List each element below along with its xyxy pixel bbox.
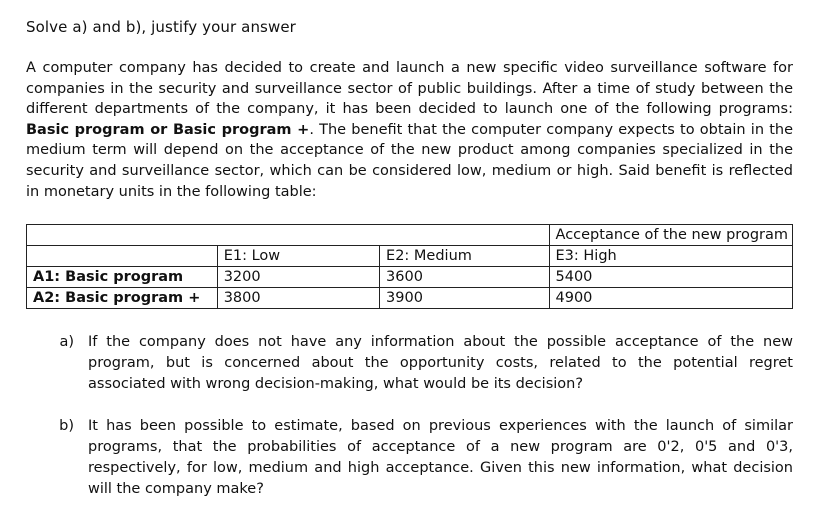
column-header-low: E1: Low bbox=[217, 246, 379, 267]
page-heading: Solve a) and b), justify your answer bbox=[26, 18, 296, 36]
row-label-a1: A1: Basic program bbox=[27, 267, 218, 288]
row-label-a2: A2: Basic program + bbox=[27, 288, 218, 309]
table-cell: 4900 bbox=[549, 288, 793, 309]
payoff-table bbox=[26, 224, 793, 309]
table-cell: 3200 bbox=[217, 267, 379, 288]
question-b bbox=[26, 416, 793, 500]
table-cell: 3600 bbox=[380, 267, 549, 288]
question-marker: a) bbox=[59, 334, 74, 350]
question-text: It has been possible to estimate, based on previous experiences with the launch of similar programs, that the probabilities of acceptance of a new program are 0'2, 0'5 and 0'3, respectively, for low, medium and high acceptance. Given this new information, what decision will the company make? bbox=[88, 418, 793, 497]
problem-statement bbox=[26, 58, 793, 202]
table-cell: 3900 bbox=[380, 288, 549, 309]
column-header-high: E3: High bbox=[549, 246, 793, 267]
table-column-header-row bbox=[27, 246, 793, 267]
table-row bbox=[27, 267, 793, 288]
column-header-medium: E2: Medium bbox=[380, 246, 549, 267]
question-marker: b) bbox=[59, 418, 74, 434]
program-name-2: Basic program + bbox=[172, 121, 310, 138]
acceptance-header: Acceptance of the new program bbox=[549, 225, 793, 246]
table-blank-cell bbox=[27, 225, 550, 246]
question-list bbox=[26, 332, 793, 500]
intro-text-2: . The benefit that the computer company expects to obtain in the medium term will depend on the acceptance of the new product among companies specialized in the security and surveillance sector, which can be considered low, medium or high. Said benefit is reflected in monetary units in the following table: bbox=[26, 121, 794, 200]
intro-text-1: A computer company has decided to create and launch a new specific video surveillance software for companies in the security and surveillance sector of public buildings. After a time of study between the different departments of the company, it has been decided to launch one of the following programs: bbox=[26, 60, 793, 118]
table-row bbox=[27, 288, 793, 309]
table-group-header-row bbox=[27, 225, 793, 246]
question-text: If the company does not have any information about the possible acceptance of the new program, but is concerned about the opportunity costs, related to the potential regret associated with wrong decision-making, what would be its decision? bbox=[88, 334, 793, 392]
table-corner-cell bbox=[27, 246, 218, 267]
table-cell: 3800 bbox=[217, 288, 379, 309]
question-a bbox=[26, 332, 793, 395]
table-cell: 5400 bbox=[549, 267, 793, 288]
intro-or: or bbox=[144, 121, 173, 138]
program-name-1: Basic program bbox=[26, 121, 145, 138]
